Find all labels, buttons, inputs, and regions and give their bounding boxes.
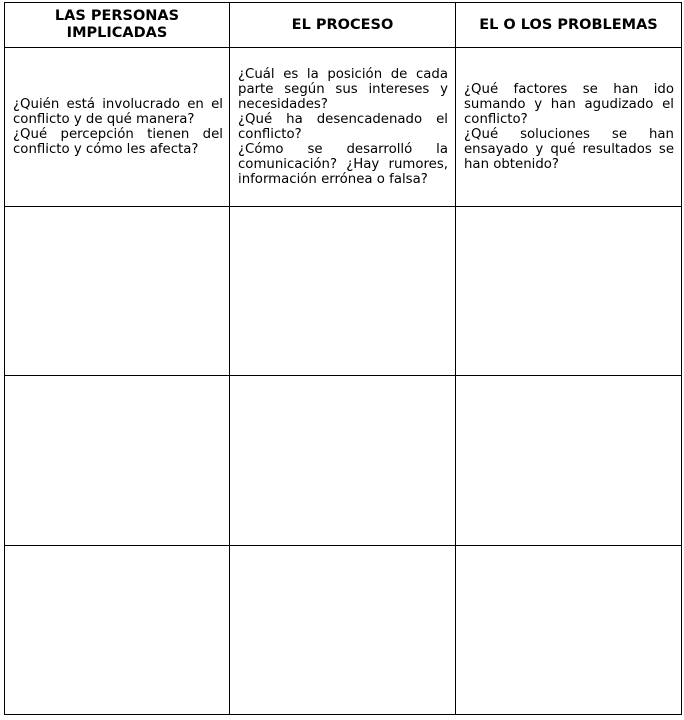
question-text: ¿Quién está involucrado en el conflicto y de qué manera?	[13, 97, 223, 128]
question-text: ¿Qué percepción tienen del conflicto y cómo les afecta?	[13, 127, 223, 158]
header-problemas	[456, 3, 682, 48]
questions-row	[5, 48, 682, 207]
question-text: ¿Qué soluciones se han ensayado y qué resultados se han obtenido?	[464, 127, 674, 173]
answer-cell-personas[interactable]	[5, 376, 230, 545]
blank-answer-row	[5, 376, 682, 545]
answer-cell-problemas[interactable]	[456, 545, 682, 714]
answer-cell-proceso[interactable]	[230, 207, 456, 376]
question-text: ¿Cómo se desarrolló la comunicación? ¿Hay rumores, información errónea o falsa?	[238, 142, 448, 188]
header-problemas-label: EL O LOS PROBLEMAS	[479, 16, 658, 33]
answer-cell-problemas[interactable]	[456, 376, 682, 545]
blank-answer-row	[5, 207, 682, 376]
questions-problemas-cell	[456, 48, 682, 207]
header-personas	[5, 3, 230, 48]
questions-personas-cell	[5, 48, 230, 207]
answer-cell-proceso[interactable]	[230, 545, 456, 714]
header-personas-line2: IMPLICADAS	[66, 25, 168, 41]
answer-cell-personas[interactable]	[5, 545, 230, 714]
question-text: ¿Qué factores se han ido sumando y han agudizado el conflicto?	[464, 82, 674, 128]
blank-answer-row	[5, 545, 682, 714]
header-personas-line1: LAS PERSONAS	[54, 8, 180, 24]
question-text: ¿Qué ha desencadenado el conflicto?	[238, 112, 448, 143]
questions-proceso-cell	[230, 48, 456, 207]
header-proceso-label: EL PROCESO	[291, 16, 394, 33]
header-proceso	[230, 3, 456, 48]
header-row	[5, 3, 682, 48]
question-text: ¿Cuál es la posición de cada parte según sus intereses y necesidades?	[238, 67, 448, 113]
answer-cell-proceso[interactable]	[230, 376, 456, 545]
answer-cell-personas[interactable]	[5, 207, 230, 376]
analysis-worksheet-table	[4, 2, 682, 715]
answer-cell-problemas[interactable]	[456, 207, 682, 376]
